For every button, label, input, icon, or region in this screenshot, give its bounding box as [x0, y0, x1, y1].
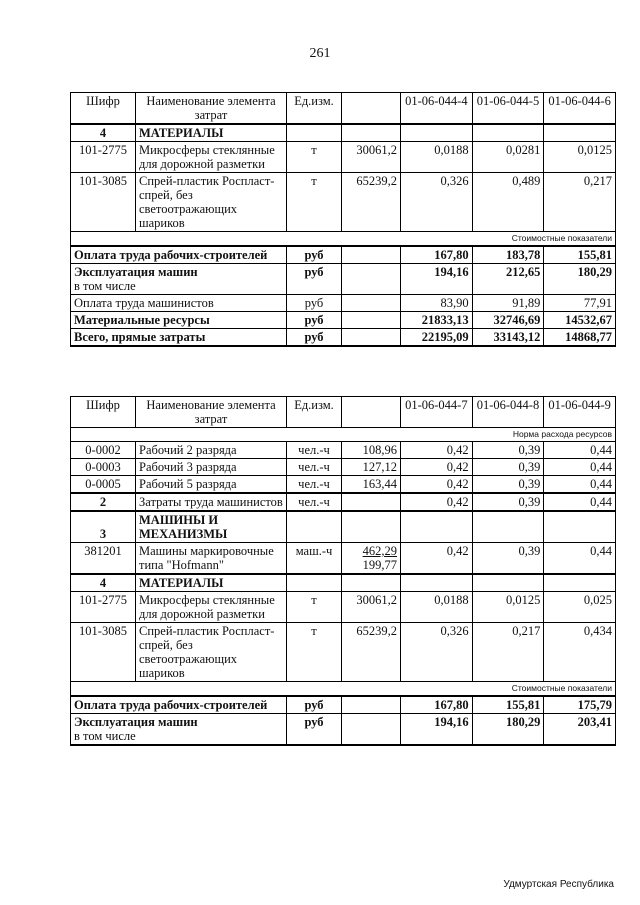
row-value-3: 0,44 — [544, 459, 616, 476]
row-unit: чел.-ч — [287, 493, 342, 511]
table-row — [71, 623, 616, 682]
cost-subtitle: в том числе — [74, 279, 136, 293]
row-unit: т — [287, 142, 342, 173]
row-code: 2 — [71, 493, 136, 511]
cost-caption: Стоимостные показатели — [71, 232, 616, 247]
section-title: МАШИНЫ И МЕХАНИЗМЫ — [136, 511, 287, 543]
header-unit: Ед.изм. — [287, 93, 342, 125]
header-col-1: 01-06-044-7 — [401, 397, 473, 428]
cost-unit: руб — [287, 295, 342, 312]
cost-caption: Стоимостные показатели — [71, 682, 616, 697]
cost-value-1: 83,90 — [401, 295, 473, 312]
row-value-2: 0,217 — [472, 623, 544, 682]
row-name: Спрей-пластик Роспласт-спрей, без светоотражающих шариков — [136, 173, 287, 232]
cost-row — [71, 246, 616, 264]
cost-name: Всего, прямые затраты — [71, 329, 287, 347]
cost-row — [71, 295, 616, 312]
cost-row — [71, 696, 616, 714]
header-col-3: 01-06-044-9 — [544, 397, 616, 428]
cost-value-1: 21833,13 — [401, 312, 473, 329]
row-value-3: 0,44 — [544, 476, 616, 494]
cost-name: Оплата труда машинистов — [71, 295, 287, 312]
row-value-3: 0,44 — [544, 543, 616, 575]
price-underlined: 462,29 — [362, 544, 397, 558]
row-value-2: 0,39 — [472, 476, 544, 494]
cost-unit: руб — [287, 264, 342, 295]
header-col-1: 01-06-044-4 — [401, 93, 473, 125]
row-code: 381201 — [71, 543, 136, 575]
row-value-2: 0,0125 — [472, 592, 544, 623]
resource-table-2 — [70, 396, 616, 746]
table-row — [71, 442, 616, 459]
row-unit: чел.-ч — [287, 476, 342, 494]
header-price — [342, 93, 401, 125]
row-price: 65239,2 — [342, 623, 401, 682]
row-value-2: 0,39 — [472, 459, 544, 476]
row-value-2: 0,39 — [472, 543, 544, 575]
row-value-3: 0,44 — [544, 493, 616, 511]
cost-value-3: 175,79 — [544, 696, 616, 714]
row-code: 0-0002 — [71, 442, 136, 459]
row-value-3: 0,217 — [544, 173, 616, 232]
row-value-3: 0,44 — [544, 442, 616, 459]
row-name: Рабочий 5 разряда — [136, 476, 287, 494]
cost-unit: руб — [287, 714, 342, 746]
cost-unit: руб — [287, 246, 342, 264]
header-code: Шифр — [71, 397, 136, 428]
row-name: Рабочий 2 разряда — [136, 442, 287, 459]
header-code: Шифр — [71, 93, 136, 125]
table-row — [71, 592, 616, 623]
section-title: МАТЕРИАЛЫ — [136, 124, 287, 142]
row-value-1: 0,0188 — [401, 592, 473, 623]
cost-row — [71, 329, 616, 347]
table-header-row — [71, 93, 616, 125]
row-code: 0-0005 — [71, 476, 136, 494]
row-code: 101-3085 — [71, 623, 136, 682]
cost-value-3: 77,91 — [544, 295, 616, 312]
row-value-1: 0,326 — [401, 623, 473, 682]
cost-unit: руб — [287, 312, 342, 329]
cost-row — [71, 312, 616, 329]
cost-unit: руб — [287, 329, 342, 347]
cost-value-2: 180,29 — [472, 714, 544, 746]
table-row — [71, 173, 616, 232]
section-row — [71, 511, 616, 543]
header-name: Наименование элемента затрат — [136, 397, 287, 428]
row-price: 127,12 — [342, 459, 401, 476]
row-value-1: 0,326 — [401, 173, 473, 232]
cost-title: Эксплуатация машин — [74, 715, 198, 729]
cost-value-3: 155,81 — [544, 246, 616, 264]
row-name: Машины маркировочные типа "Hofmann" — [136, 543, 287, 575]
cost-row — [71, 714, 616, 746]
row-price: 163,44 — [342, 476, 401, 494]
row-unit: т — [287, 173, 342, 232]
row-name: Микросферы стеклянные для дорожной разметки — [136, 142, 287, 173]
cost-value-2: 212,65 — [472, 264, 544, 295]
cost-value-2: 183,78 — [472, 246, 544, 264]
table-row — [71, 476, 616, 494]
cost-value-3: 203,41 — [544, 714, 616, 746]
row-value-1: 0,42 — [401, 442, 473, 459]
cost-value-3: 14868,77 — [544, 329, 616, 347]
row-code: 101-2775 — [71, 142, 136, 173]
cost-unit: руб — [287, 696, 342, 714]
row-value-1: 0,0188 — [401, 142, 473, 173]
row-unit: чел.-ч — [287, 459, 342, 476]
cost-name: Оплата труда рабочих-строителей — [71, 246, 287, 264]
row-unit: маш.-ч — [287, 543, 342, 575]
row-value-1: 0,42 — [401, 459, 473, 476]
table-row — [71, 459, 616, 476]
row-value-1: 0,42 — [401, 493, 473, 511]
cost-value-1: 194,16 — [401, 714, 473, 746]
cost-value-2: 155,81 — [472, 696, 544, 714]
cost-value-2: 32746,69 — [472, 312, 544, 329]
section-number: 4 — [71, 574, 136, 592]
row-unit: т — [287, 592, 342, 623]
row-price: 30061,2 — [342, 142, 401, 173]
section-number: 4 — [71, 124, 136, 142]
cost-row — [71, 264, 616, 295]
row-value-3: 0,0125 — [544, 142, 616, 173]
row-unit: т — [287, 623, 342, 682]
row-name: Рабочий 3 разряда — [136, 459, 287, 476]
row-value-2: 0,39 — [472, 442, 544, 459]
row-unit: чел.-ч — [287, 442, 342, 459]
row-code: 101-3085 — [71, 173, 136, 232]
caption-row — [71, 682, 616, 697]
section-row — [71, 124, 616, 142]
price-secondary: 199,77 — [362, 558, 397, 572]
header-col-2: 01-06-044-8 — [472, 397, 544, 428]
cost-value-2: 91,89 — [472, 295, 544, 312]
cost-value-1: 167,80 — [401, 246, 473, 264]
table-row — [71, 493, 616, 511]
row-name: Спрей-пластик Роспласт-спрей, без светоотражающих шариков — [136, 623, 287, 682]
header-name: Наименование элемента затрат — [136, 93, 287, 125]
cost-title: Эксплуатация машин — [74, 265, 198, 279]
cost-value-1: 167,80 — [401, 696, 473, 714]
cost-value-1: 22195,09 — [401, 329, 473, 347]
row-name: Микросферы стеклянные для дорожной разметки — [136, 592, 287, 623]
cost-name: Материальные ресурсы — [71, 312, 287, 329]
page-number: 261 — [309, 46, 331, 61]
row-name: Затраты труда машинистов — [136, 493, 287, 511]
cost-value-3: 180,29 — [544, 264, 616, 295]
caption-row — [71, 232, 616, 247]
table-header-row — [71, 397, 616, 428]
row-code: 101-2775 — [71, 592, 136, 623]
section-row — [71, 574, 616, 592]
row-value-3: 0,025 — [544, 592, 616, 623]
cost-value-3: 14532,67 — [544, 312, 616, 329]
cost-subtitle: в том числе — [74, 729, 136, 743]
cost-value-2: 33143,12 — [472, 329, 544, 347]
cost-name — [71, 714, 287, 746]
row-value-2: 0,0281 — [472, 142, 544, 173]
row-code: 0-0003 — [71, 459, 136, 476]
resource-table-1 — [70, 92, 616, 347]
caption-row — [71, 428, 616, 442]
row-value-1: 0,42 — [401, 543, 473, 575]
header-col-2: 01-06-044-5 — [472, 93, 544, 125]
header-col-3: 01-06-044-6 — [544, 93, 616, 125]
row-price: 108,96 — [342, 442, 401, 459]
norm-caption: Норма расхода ресурсов — [71, 428, 616, 442]
header-unit: Ед.изм. — [287, 397, 342, 428]
row-value-3: 0,434 — [544, 623, 616, 682]
section-title: МАТЕРИАЛЫ — [136, 574, 287, 592]
row-price — [342, 543, 401, 575]
cost-value-1: 194,16 — [401, 264, 473, 295]
cost-name: Оплата труда рабочих-строителей — [71, 696, 287, 714]
row-value-2: 0,489 — [472, 173, 544, 232]
table-row — [71, 142, 616, 173]
header-price — [342, 397, 401, 428]
row-value-2: 0,39 — [472, 493, 544, 511]
cost-name — [71, 264, 287, 295]
table-row — [71, 543, 616, 575]
section-number: 3 — [71, 511, 136, 543]
row-value-1: 0,42 — [401, 476, 473, 494]
row-price: 30061,2 — [342, 592, 401, 623]
footer-region-label: Удмуртская Республика — [503, 879, 614, 890]
row-price: 65239,2 — [342, 173, 401, 232]
